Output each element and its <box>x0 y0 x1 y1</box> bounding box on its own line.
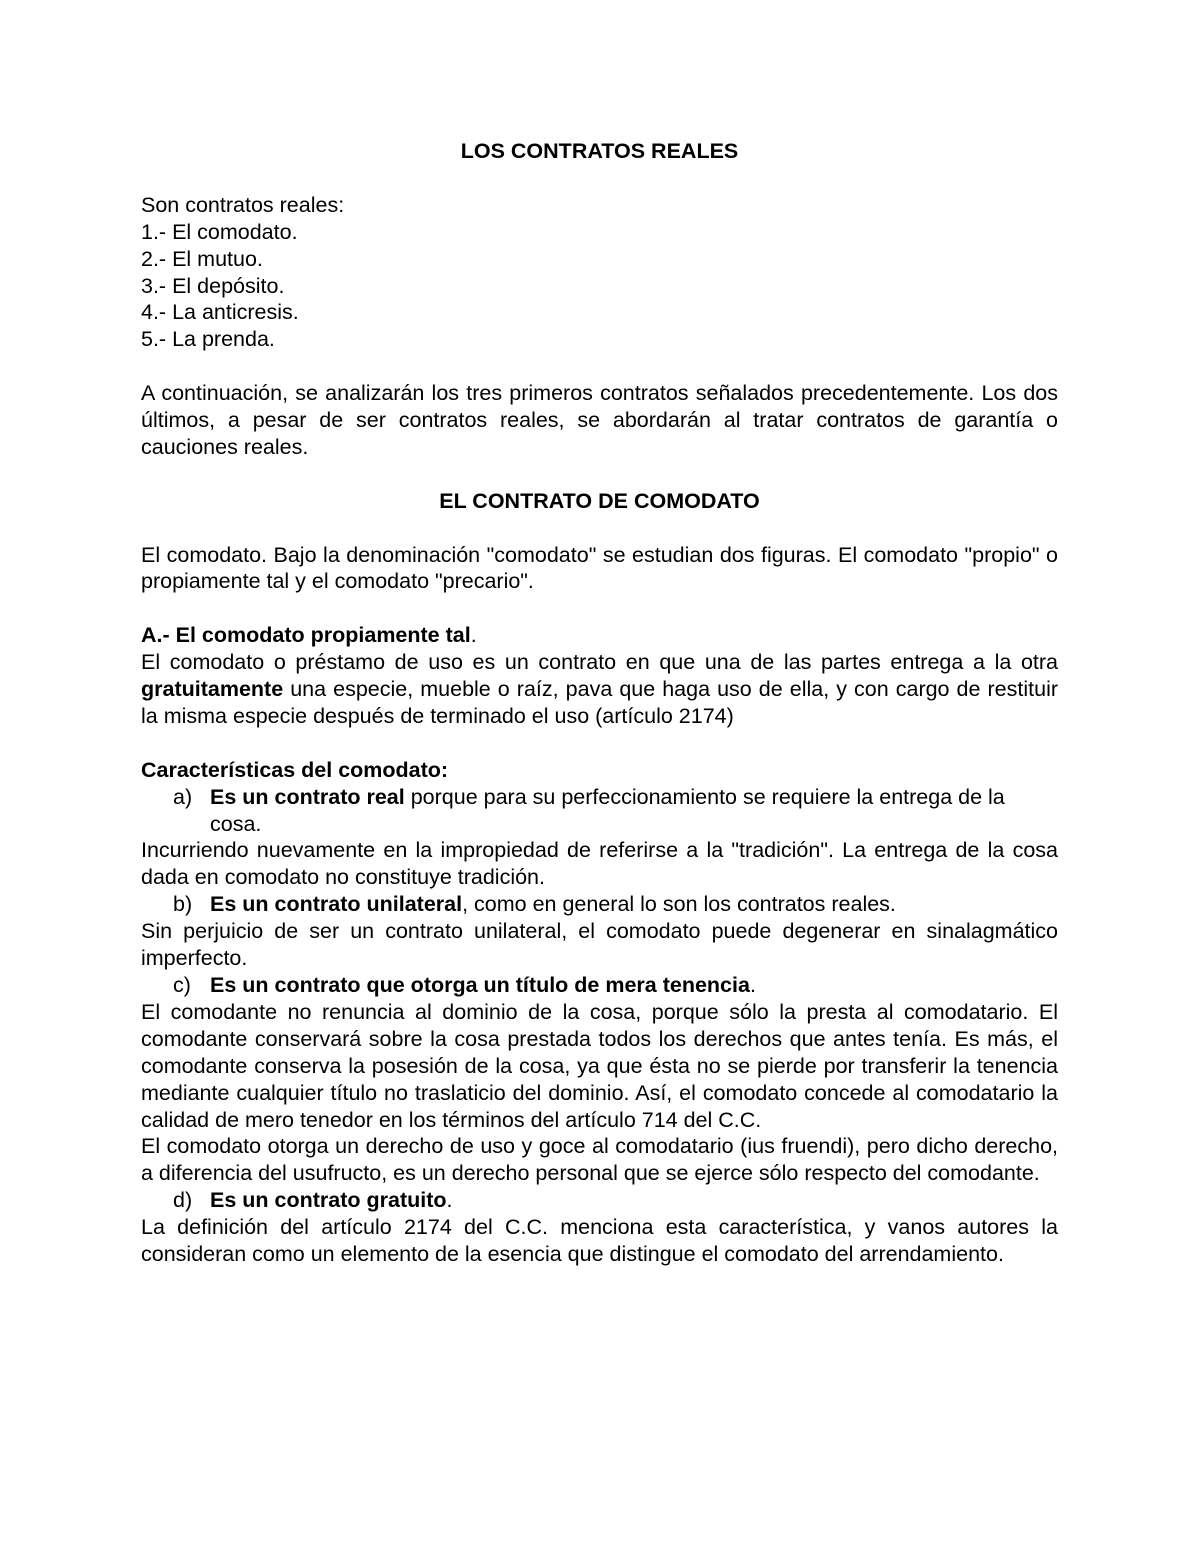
characteristic-note: Sin perjuicio de ser un contrato unilateral, el comodato puede degenerar en sinalagmático imperfecto. <box>141 919 1058 971</box>
list-item: 5.- La prenda. <box>141 327 275 352</box>
subsection-heading-text: A.- El comodato propiamente tal <box>141 623 471 648</box>
subsection-heading-period: . <box>470 623 477 648</box>
characteristics-heading-text: Características del comodato: <box>141 757 449 782</box>
characteristic-note: La definición del artículo 2174 del C.C. menciona esta característica, y vanos autores la consideran como un elemento de la esencia que distingue el comodato del arrendamiento. <box>141 1215 1058 1267</box>
item-marker: c) <box>173 973 191 997</box>
characteristic-note: El comodato otorga un derecho de uso y goce al comodatario (ius fruendi), pero dicho derecho, a diferencia del usufructo, es un derecho personal que se ejerce sólo respecto del comodante. <box>141 1134 1058 1186</box>
list-item: 4.- La anticresis. <box>141 300 299 325</box>
item-rest: , como en general lo son los contratos reales. <box>462 892 896 917</box>
characteristic-item <box>141 891 1058 918</box>
definition-text-rest: una especie, mueble o raíz, pava que haga uso de ella, y con cargo de restituir la misma especie después de terminado el uso (artículo 2174) <box>141 677 1058 728</box>
spacer <box>141 165 1058 192</box>
item-text <box>210 1187 1058 1214</box>
item-bold: Es un contrato gratuito <box>210 1188 447 1213</box>
section-title: EL CONTRATO DE COMODATO <box>439 488 760 513</box>
spacer <box>141 515 1058 542</box>
spacer <box>141 595 1058 622</box>
item-text <box>210 972 1058 999</box>
list-item: 3.- El depósito. <box>141 273 285 298</box>
characteristic-item <box>141 784 1058 838</box>
subsection-heading <box>141 622 1058 649</box>
characteristic-note: El comodante no renuncia al dominio de la cosa, porque sólo la presta al comodatario. El comodante conservará sobre la cosa prestada todos los derechos que antes tenía. Es más, el comodante conserva la posesión de la cosa, ya que ésta no se pierde por transferir la tenencia mediante cualquier título no traslaticio del dominio. Así, el comodato concede al comodatario la calidad de mero tenedor en los términos del artículo 714 del C.C. <box>141 999 1058 1132</box>
characteristics-heading <box>141 757 1058 784</box>
item-rest: porque para su perfeccionamiento se requiere la entrega de la cosa. <box>210 784 1005 836</box>
intro-text: Son contratos reales: <box>141 192 345 217</box>
spacer <box>141 353 1058 380</box>
item-text <box>210 784 1058 838</box>
definition-bold: gratuitamente <box>141 677 284 702</box>
document-page <box>141 138 1058 1268</box>
list-item: 2.- El mutuo. <box>141 246 263 271</box>
item-marker: b) <box>173 892 193 917</box>
definition-text: El comodato o préstamo de uso es un contrato en que una de las partes entrega a la otra <box>141 650 1058 675</box>
document-title: LOS CONTRATOS REALES <box>460 139 739 163</box>
paragraph-intro: A continuación, se analizarán los tres primeros contratos señalados precedentemente. Los dos últimos, a pesar de ser contratos reales, se abordarán al tratar contratos de garantía o cauciones reales. <box>141 381 1058 459</box>
item-bold: Es un contrato unilateral <box>210 892 463 917</box>
item-marker: a) <box>173 784 193 809</box>
spacer <box>141 461 1058 488</box>
item-rest: . <box>749 973 756 997</box>
characteristic-note: Incurriendo nuevamente en la impropiedad de referirse a la "tradición". La entrega de la cosa dada en comodato no constituye tradición. <box>141 838 1058 890</box>
list-item: 1.- El comodato. <box>141 219 298 244</box>
item-bold: Es un contrato que otorga un título de mera tenencia <box>210 973 750 997</box>
item-bold: Es un contrato real <box>210 784 405 809</box>
item-marker: d) <box>173 1188 193 1213</box>
definition-paragraph <box>141 649 1058 730</box>
paragraph-comodato: El comodato. Bajo la denominación "comodato" se estudian dos figuras. El comodato "propio" o propiamente tal y el comodato "precario". <box>141 542 1058 594</box>
characteristic-item <box>141 972 1058 999</box>
item-rest: . <box>446 1188 453 1213</box>
spacer <box>141 730 1058 757</box>
characteristic-item <box>141 1187 1058 1214</box>
item-text <box>210 891 1058 918</box>
